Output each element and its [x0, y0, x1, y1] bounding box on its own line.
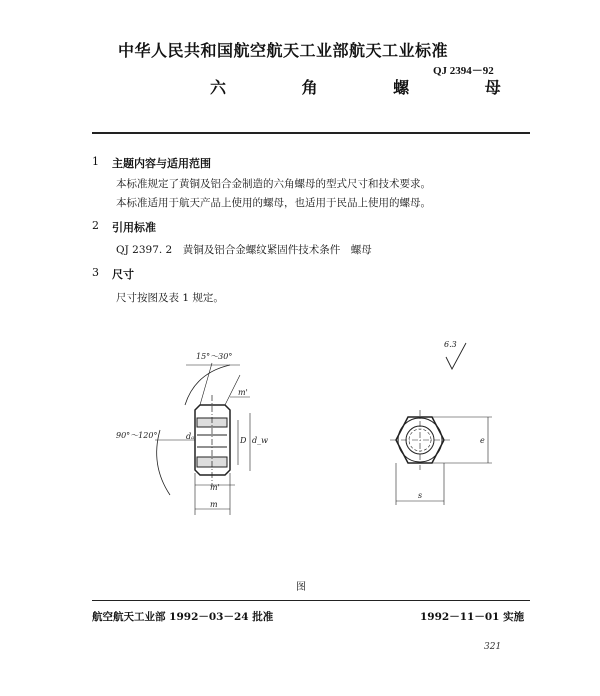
label-da: dₐ — [186, 432, 195, 441]
label-D: D — [240, 436, 247, 445]
section-1-heading: 主题内容与适用范围 — [112, 157, 211, 170]
figure-caption: 图 — [296, 582, 306, 593]
label-e: e — [480, 436, 485, 445]
section-2-heading: 引用标准 — [112, 221, 156, 234]
label-angle-top: 15°～30° — [196, 352, 233, 361]
effective-date: 1992－11－01 实施 — [420, 611, 525, 623]
nut-side-view — [155, 363, 250, 515]
section-2-number: 2 — [92, 219, 99, 232]
section-1-paragraph-1: 本标准规定了黄铜及铝合金制造的六角螺母的型式尺寸和技术要求。 — [116, 178, 431, 190]
approval-date: 航空航天工业部 1992－03－24 批准 — [92, 611, 274, 623]
section-1-number: 1 — [92, 155, 99, 168]
page-number: 321 — [484, 642, 502, 652]
issuing-organization-title: 中华人民共和国航空航天工业部航天工业标准 — [118, 41, 449, 60]
header-divider — [92, 132, 530, 134]
section-3-paragraph-1: 尺寸按图及表 1 规定。 — [116, 292, 224, 304]
label-angle-left: 90°～120° — [116, 431, 158, 440]
section-3-heading: 尺寸 — [112, 268, 134, 281]
label-m-prime-top: m' — [238, 388, 248, 397]
label-dw: d_w — [252, 436, 268, 445]
section-2-paragraph-1: QJ 2397. 2 黄铜及铝合金螺纹紧固件技术条件 螺母 — [116, 244, 372, 256]
label-roughness: 6.3 — [444, 340, 457, 349]
section-1-paragraph-2: 本标准适用于航天产品上使用的螺母，也适用于民品上使用的螺母。 — [116, 197, 431, 209]
label-s: s — [418, 491, 423, 500]
standard-number: QJ 2394－92 — [433, 65, 494, 77]
label-m-prime-bottom: m' — [210, 483, 220, 492]
section-3-number: 3 — [92, 266, 99, 279]
footer-divider — [92, 600, 530, 601]
label-m: m — [210, 500, 218, 509]
hex-nut-drawing — [100, 335, 530, 535]
nut-front-view — [390, 343, 492, 505]
document-title: 六 角 螺 母 — [210, 78, 523, 97]
